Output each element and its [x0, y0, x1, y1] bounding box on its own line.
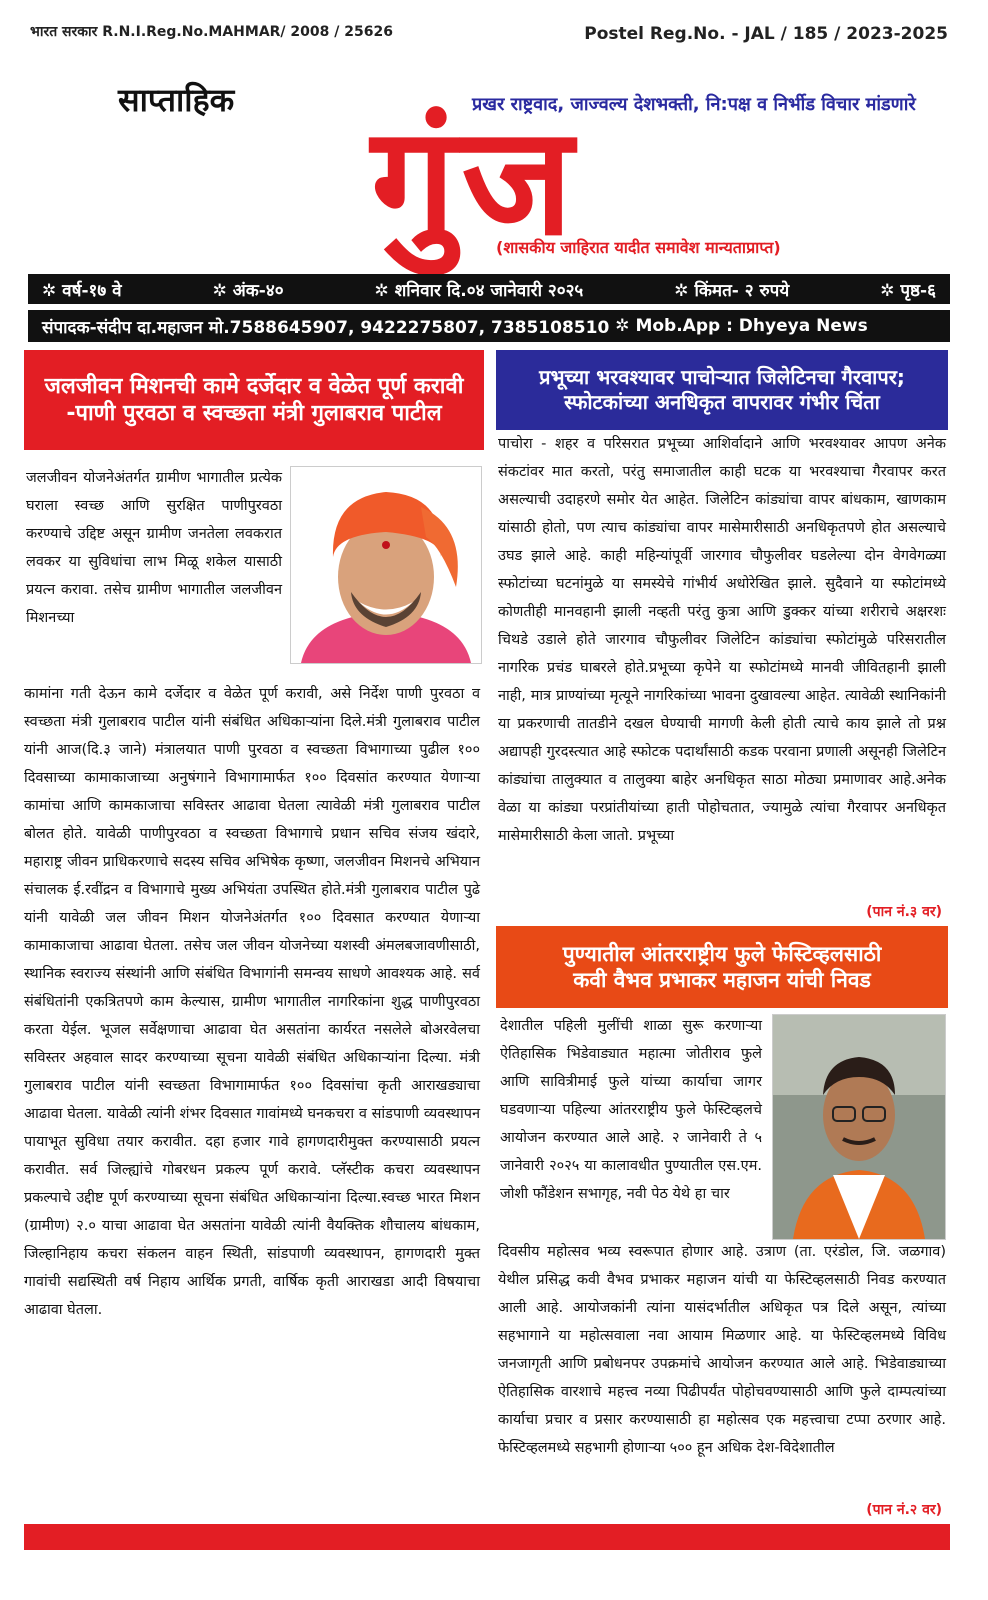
tagline: प्रखर राष्ट्रवाद, जाज्वल्य देशभक्ती, नि:पक्ष व निर्भीड विचार मांडणारे	[472, 94, 916, 115]
article2-headline[interactable]	[496, 350, 948, 430]
article3-headline[interactable]	[496, 926, 948, 1008]
registration-number: भारत सरकार R.N.I.Reg.No.MAHMAR/ 2008 / 25626	[30, 24, 393, 40]
issue-info-bar	[28, 274, 950, 304]
price-info: ✲ किंमत- २ रुपये	[674, 278, 789, 301]
article3-headline-line1: पुण्यातील आंतरराष्ट्रीय फुले फेस्टिव्हलसाठी	[562, 941, 882, 966]
editor-contact: संपादक-संदीप दा.महाजन मो.7588645907, 9422275807, 7385108510	[42, 317, 610, 338]
pages-info: ✲ पृष्ठ-६	[880, 278, 936, 301]
article3-intro: देशातील पहिली मुलींची शाळा सुरू करणाऱ्या ऐतिहासिक भिडेवाड्यात महात्मा जोतीराव फुले आणि सावित्रीमाई फुले यांच्या कार्याचा जागर घडवणाऱ्या पहिल्या आंतरराष्ट्रीय फुले फेस्टिव्हलचे आयोजन करण्यात आले आहे. २ जानेवारी ते ५ जानेवारी २०२५ या कालावधीत पुण्यातील एस.एम. जोशी फौंडेशन सभागृह, नवी पेठ येथे हा चार	[500, 1018, 762, 1202]
article2-body: पाचोरा - शहर व परिसरात प्रभूच्या आशिर्वादाने आणि भरवश्यावर आपण अनेक संकटांवर मात करतो, परंतु समाजातील काही घटक या भरवश्याचा गैरवापर करत असल्याची उदाहरणे समोर येत आहेत. जिलेटिन कांड्यांचा वापर बांधकाम, खाणकाम यांसाठी होतो, पण त्याच कांड्यांचा वापर मासेमारीसाठी अनधिकृतपणे होत असल्याचे उघड झाले आहे. काही महिन्यांपूर्वी जारगाव चौफुलीवर घडलेल्या दोन वेगवेगळ्या स्फोटांच्या घटनांमुळे या समस्येचे गांभीर्य अधोरेखित झाले. सुदैवाने या स्फोटांमध्ये कोणतीही मानवहानी झाली नव्हती परंतु कुत्रा आणि डुक्कर यांच्या शरीराचे अक्षरशः चिथडे उडाले होते जारगाव चौफुलीवर जिलेटिन कांड्यांचा स्फोटांमुळे परिसरातील नागरिक प्रचंड घाबरले होते.प्रभूच्या कृपेने या स्फोटांमध्ये मानवी जीवितहानी झाली नाही, मात्र प्राण्यांच्या मृत्यूने नागरिकांच्या भावना दुखावल्या आहेत. त्यावेळी स्थानिकांनी या प्रकरणाची तातडीने दखल घेण्याची मागणी केली होती त्याचे काय झाले तो प्रश्न अद्यापही गुरदस्त्यात आहे स्फोटक पदार्थांसाठी कडक परवाना प्रणाली असूनही जिलेटिन कांड्यांचा तालुक्यात व तालुक्या बाहेर अनधिकृत साठा मोठ्या प्रमाणावर आहे.अनेक वेळा या कांड्या परप्रांतीयांच्या हाती पोहोचतात, ज्यामुळे त्यांचा गैरवापर अनधिकृत मासेमारीसाठी केला जातो. प्रभूच्या	[498, 436, 946, 844]
article2-headline-line1: प्रभूच्या भरवश्यावर पाचोऱ्यात जिलेटिनचा गैरवापर;	[539, 365, 905, 389]
masthead-title: गुंज	[371, 93, 579, 269]
article2-headline-line2: स्फोटकांच्या अनधिकृत वापरावर गंभीर चिंता	[564, 390, 880, 414]
article3-body: दिवसीय महोत्सव भव्य स्वरूपात होणार आहे. उत्राण (ता. एरंडोल, जि. जळगाव) येथील प्रसिद्ध कवी वैभव प्रभाकर महाजन यांची या फेस्टिव्हलसाठी निवड करण्यात आली आहे. आयोजकांनी त्यांना यासंदर्भातील अधिकृत पत्र दिले असून, त्यांच्या सहभागाने या महोत्सवाला नवा आयाम मिळणार आहे. या फेस्टिव्हलमध्ये विविध जनजागृती आणि प्रबोधनपर उपक्रमांचे आयोजन करण्यात आले आहे. भिडेवाड्याच्या ऐतिहासिक वारशाचे महत्त्व नव्या पिढीपर्यंत पोहोचवण्यासाठी आणि फुले दाम्पत्यांच्या कार्याचा प्रचार व प्रसार करण्यासाठी हा महोत्सव एक महत्त्वाचा टप्पा ठरणार आहे. फेस्टिव्हलमध्ये सहभागी होणाऱ्या ५०० हून अधिक देश-विदेशातील	[498, 1244, 946, 1456]
postal-registration: Postel Reg.No. - JAL / 185 / 2023-2025	[584, 24, 948, 44]
article2-continued[interactable]: (पान नं.३ वर)	[866, 904, 942, 920]
article1-headline-line1: जलजीवन मिशनची कामे दर्जेदार व वेळेत पूर्ण करावी	[44, 373, 464, 399]
weekly-label: साप्ताहिक	[118, 81, 235, 119]
footer-bar	[24, 1524, 950, 1550]
article3-headline-line2: कवी वैभव प्रभाकर महाजन यांची निवड	[573, 968, 871, 992]
date-info: ✲ शनिवार दि.०४ जानेवारी २०२५	[375, 278, 584, 301]
article1-headline[interactable]	[24, 350, 484, 450]
poet-photo-image	[773, 1015, 945, 1239]
poet-photo	[772, 1014, 946, 1240]
article1-body: कामांना गती देऊन कामे दर्जेदार व वेळेत पूर्ण करावी, असे निर्देश पाणी पुरवठा व स्वच्छता मंत्री गुलाबराव पाटील यांनी संबंधित अधिकाऱ्यांना दिले.मंत्री गुलाबराव पाटील यांनी आज(दि.३ जाने) मंत्रालयात पाणी पुरवठा व स्वच्छता विभागाच्या पुढील १०० दिवसाच्या कामाकाजाच्या अनुषंगाने विभागामार्फत १०० दिवसांत करण्यात येणाऱ्या कामांचा आणि कामकाजाचा सविस्तर आढावा घेतला त्यावेळी मंत्री गुलाबराव पाटील बोलत होते. यावेळी पाणीपुरवठा व स्वच्छता विभागाचे प्रधान सचिव संजय खंदारे, महाराष्ट्र जीवन प्राधिकरणाचे सदस्य सचिव अभिषेक कृष्णा, जलजीवन मिशनचे अभियान संचालक ई.रवींद्रन व विभागाचे मुख्य अभियंता उपस्थित होते.मंत्री गुलाबराव पाटील पुढे यांनी यावेळी जल जीवन मिशन योजनेअंतर्गत १०० दिवसात करण्यात येणाऱ्या कामाकाजाचा आढावा घेतला. तसेच जल जीवन योजनेच्या यशस्वी अंमलबजावणीसाठी, स्थानिक स्वराज्य संस्थांनी आणि संबंधित विभागांनी समन्वय साधणे आवश्यक आहे. सर्व संबंधितांनी एकत्रितपणे काम केल्यास, ग्रामीण भागातील नागरिकांना शुद्ध पाणीपुरवठा करता येईल. भूजल सर्वेक्षणाचा आढावा घेत असतांना कार्यरत नसलेले बोअरवेलचा सविस्तर अहवाल सादर करण्याच्या सूचना यावेळी संबंधित अधिकाऱ्यांना दिल्या. मंत्री गुलाबराव पाटील यांनी स्वच्छता विभागामार्फत १०० दिवसांचा कृती आराखड्याचा आढावा घेतला. यावेळी त्यांनी शंभर दिवसात गावांमध्ये घनकचरा व सांडपाणी व्यवस्थापन पायाभूत सुविधा तयार करावीत. दहा हजार गावे हागणदारीमुक्त करण्यासाठी प्रयत्न करावीत. सर्व जिल्ह्यांचे गोबरधन प्रकल्प पूर्ण करावे. प्लॅस्टीक कचरा व्यवस्थापन प्रकल्पाचे उद्दीष्ट पूर्ण करण्याच्या सूचना संबंधित अधिकाऱ्यांना दिल्या.स्वच्छ भारत मिशन (ग्रामीण) २.० याचा आढावा घेत असतांना यावेळी त्यांनी वैयक्तिक शौचालय बांधकाम, जिल्हानिहाय कचरा संकलन वाहन स्थिती, सांडपाणी व्यवस्थापन, हागणदारी मुक्त गावांची सद्यस्थिती वर्ष निहाय आर्थिक प्रगती, वार्षिक कृती आराखडा आदी विषयाचा आढावा घेतला.	[24, 686, 480, 1318]
approved-notice: (शासकीय जाहिरात यादीत समावेश मान्यताप्राप्त)	[496, 238, 781, 257]
article1-intro: जलजीवन योजनेअंतर्गत ग्रामीण भागातील प्रत्येक घराला स्वच्छ आणि सुरक्षित पाणीपुरवठा करण्याचे उद्दिष्ट असून ग्रामीण जनतेला लवकरात लवकर या सुविधांचा लाभ मिळू शकेल यासाठी प्रयत्न करावा. तसेच ग्रामीण भागातील जलजीवन मिशनच्या	[26, 470, 282, 626]
year-info: ✲ वर्ष-१७ वे	[42, 278, 122, 301]
mobile-app: ✲ Mob.App : Dhyeya News	[615, 316, 867, 336]
article1-headline-line2: -पाणी पुरवठा व स्वच्छता मंत्री गुलाबराव पाटील	[66, 401, 442, 426]
issue-info: ✲ अंक-४०	[213, 278, 284, 301]
article3-continued[interactable]: (पान नं.२ वर)	[866, 1502, 942, 1518]
minister-photo	[290, 466, 482, 664]
editor-bar	[28, 310, 950, 342]
minister-photo-image	[291, 467, 481, 663]
